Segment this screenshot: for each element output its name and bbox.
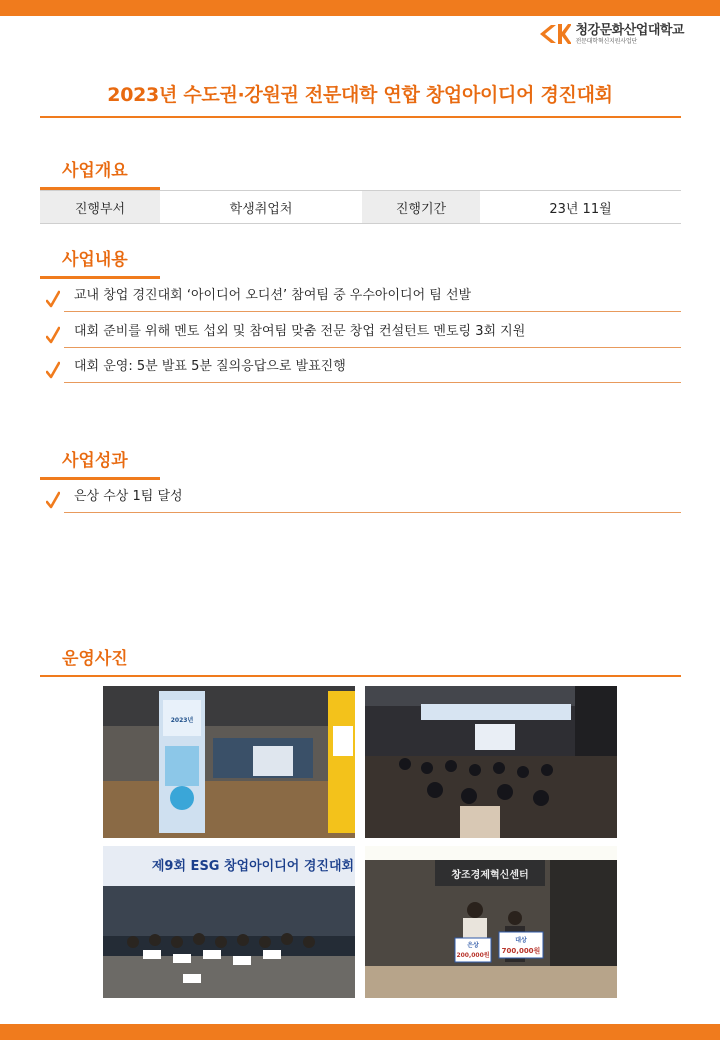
photo-award-winners [365, 846, 617, 998]
checkmark-icon [46, 326, 60, 344]
page-title: 2023년 수도권·강원권 전문대학 연합 창업아이디어 경진대회 [107, 84, 613, 106]
university-logo [535, 21, 684, 47]
content-heading [40, 245, 160, 279]
logo-name: 청강문화산업대학교 [575, 22, 684, 38]
logo-subtitle: 전문대학혁신지원사업단 [575, 37, 638, 45]
item-underline [64, 311, 681, 312]
photo-lobby-banner [103, 686, 355, 838]
item-underline [64, 347, 681, 348]
results-heading-underline [40, 477, 160, 480]
checkmark-icon [46, 361, 60, 379]
content-item-text: 대회 준비를 위해 멘토 섭외 및 참여팀 맞춤 전문 창업 컨설턴트 멘토링 3회 지원 [74, 324, 526, 339]
photo-group-banner [103, 846, 355, 998]
content-item-text: 교내 창업 경진대회 ‘아이디어 오디션’ 참여팀 중 우수아이디어 팀 선발 [74, 288, 472, 303]
results-item-text: 은상 수상 1팀 달성 [74, 489, 183, 504]
checkmark-icon [46, 290, 60, 308]
content-item [46, 320, 681, 348]
item-underline [64, 382, 681, 383]
content-item [46, 284, 681, 312]
prize-left-amount: 200,000원 [456, 952, 490, 959]
content-heading-underline [40, 276, 160, 279]
banner-photo-text: 2023년 [170, 717, 194, 724]
content-heading-text: 사업내용 [62, 250, 128, 270]
content-item-text: 대회 운영: 5분 발표 5분 질의응답으로 발표진행 [74, 359, 346, 374]
item-underline [64, 512, 681, 513]
period-value: 23년 11월 [549, 201, 612, 217]
prize-left-label: 은상 [467, 942, 479, 949]
photos-heading [40, 644, 681, 677]
prize-right-label: 대상 [515, 937, 527, 944]
photo-grid [103, 686, 617, 998]
title-divider [40, 116, 681, 118]
dept-label: 진행부서 [40, 191, 160, 223]
results-heading-text: 사업성과 [62, 451, 128, 471]
overview-heading [40, 156, 160, 190]
photo-audience-hall [365, 686, 617, 838]
dept-value: 학생취업처 [229, 201, 293, 217]
checkmark-icon [46, 491, 60, 509]
top-accent-bar [0, 0, 720, 16]
photos-heading-underline [40, 675, 681, 677]
prize-right-amount: 700,000원 [501, 947, 541, 955]
overview-heading-text: 사업개요 [62, 161, 128, 181]
period-label: 진행기간 [362, 191, 480, 223]
bottom-accent-bar [0, 1024, 720, 1040]
ck-logo-icon [535, 22, 571, 46]
content-item [46, 355, 681, 383]
overview-table [40, 190, 681, 224]
results-heading [40, 446, 160, 480]
photos-heading-text: 운영사진 [62, 649, 128, 669]
results-item [46, 485, 681, 513]
group-photo-banner-text: 제9회 ESG 창업아이디어 경진대회 [151, 859, 355, 874]
sign-text: 창조경제혁신센터 [451, 870, 529, 881]
